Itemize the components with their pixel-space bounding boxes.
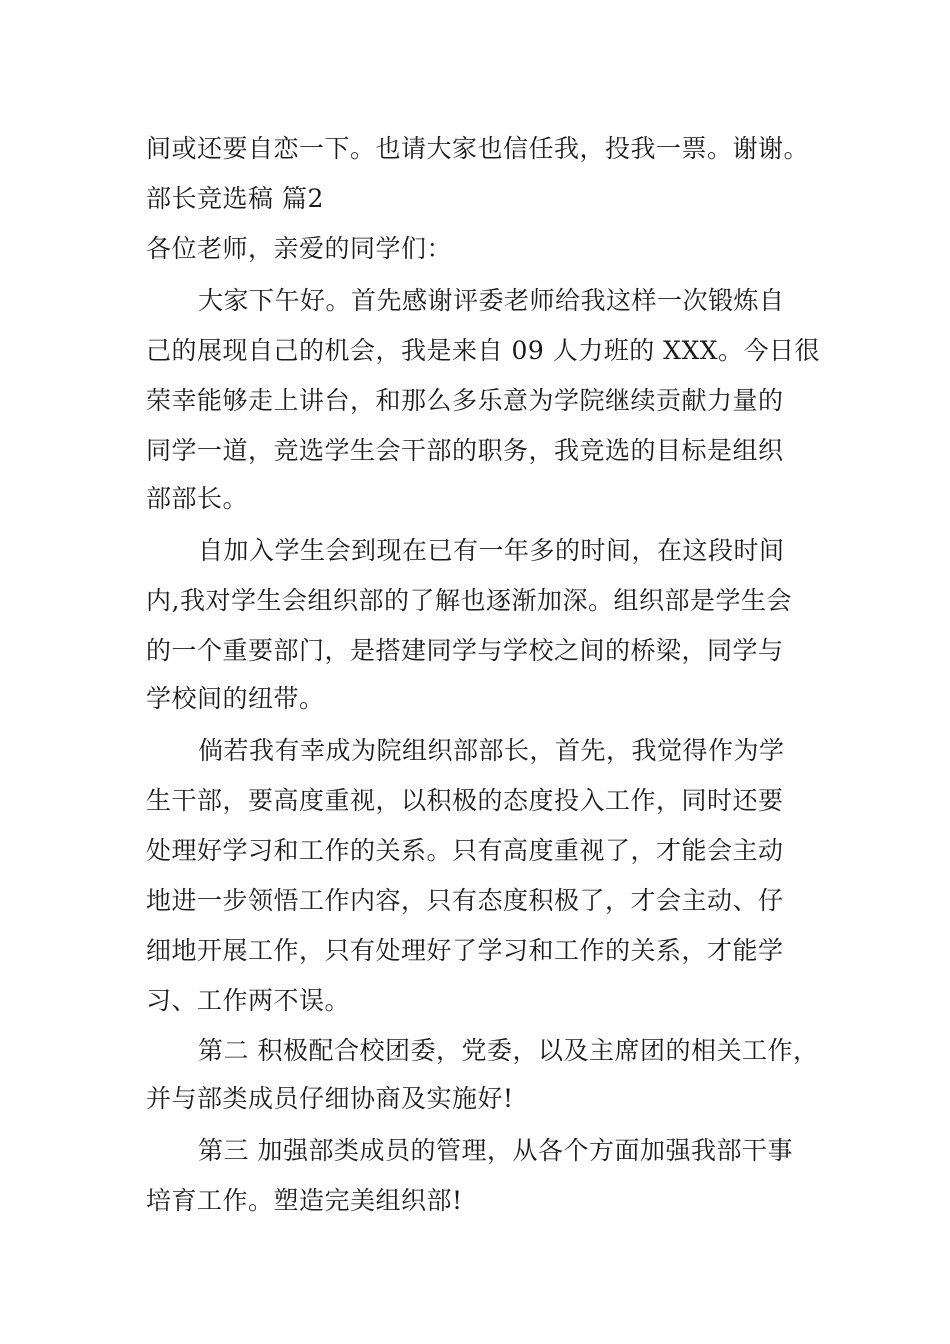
text-line: 生干部，要高度重视，以积极的态度投入工作，同时还要 xyxy=(146,786,784,815)
salutation: 各位老师，亲爱的同学们： xyxy=(146,234,453,263)
text-line: 习、工作两不误。 xyxy=(146,986,351,1015)
section-title: 部长竞选稿 篇2 xyxy=(146,184,324,213)
text-line: 内,我对学生会组织部的了解也逐渐加深。组织部是学生会 xyxy=(146,586,792,615)
text-line: 荣幸能够走上讲台，和那么多乐意为学院继续贡献力量的 xyxy=(146,386,784,415)
text-line: 细地开展工作，只有处理好了学习和工作的关系，才能学 xyxy=(146,936,784,965)
text-line: 自加入学生会到现在已有一年多的时间，在这段时间 xyxy=(198,536,785,565)
text-line: 己的展现自己的机会，我是来自 09 人力班的 XXX。今日很 xyxy=(146,336,821,365)
text-line: 间或还要自恋一下。也请大家也信任我，投我一票。谢谢。 xyxy=(146,134,810,163)
text-line: 学校间的纽带。 xyxy=(146,684,325,713)
text-line: 并与部类成员仔细协商及实施好! xyxy=(146,1084,514,1113)
text-line: 第二 积极配合校团委，党委，以及主席团的相关工作， xyxy=(198,1036,819,1065)
text-line: 部部长。 xyxy=(146,484,249,513)
text-line: 倘若我有幸成为院组织部部长，首先，我觉得作为学 xyxy=(198,736,785,765)
text-line: 地进一步领悟工作内容，只有态度积极了，才会主动、仔 xyxy=(146,886,784,915)
text-line: 大家下午好。首先感谢评委老师给我这样一次锻炼自 xyxy=(198,286,785,315)
text-line: 培育工作。塑造完美组织部! xyxy=(146,1186,463,1215)
text-line: 第三 加强部类成员的管理，从各个方面加强我部干事 xyxy=(198,1136,793,1165)
text-line: 的一个重要部门，是搭建同学与学校之间的桥梁，同学与 xyxy=(146,636,784,665)
text-line: 同学一道，竞选学生会干部的职务，我竞选的目标是组织 xyxy=(146,436,784,465)
text-line: 处理好学习和工作的关系。只有高度重视了，才能会主动 xyxy=(146,836,784,865)
